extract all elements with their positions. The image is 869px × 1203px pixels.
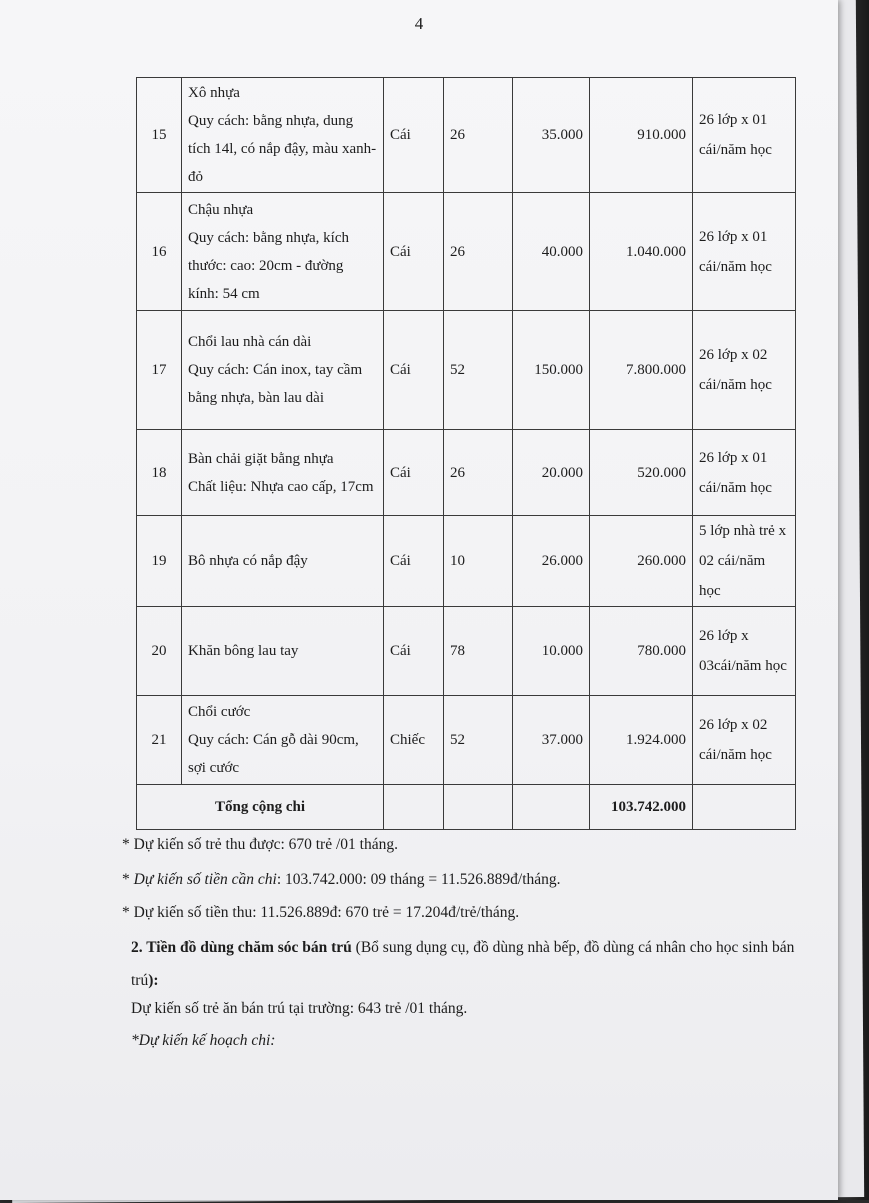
items-table-body (137, 78, 796, 785)
item-spec: Quy cách: bằng nhựa, dung tích 14l, có nắp đậy, màu xanh-đỏ (188, 113, 377, 185)
item-unit-price: 20.000 (513, 430, 590, 516)
table-row (137, 607, 796, 696)
table-row (137, 516, 796, 607)
item-note: 26 lớp x 01 cái/năm học (693, 78, 796, 193)
item-note: 26 lớp x 03cái/năm học (693, 607, 796, 696)
table-row (137, 696, 796, 785)
section2-heading-end: ): (148, 972, 159, 989)
row-number: 19 (137, 516, 182, 607)
item-total: 1.040.000 (590, 193, 693, 311)
item-total: 780.000 (590, 607, 693, 696)
item-unit-price: 37.000 (513, 696, 590, 785)
total-label: Tổng cộng chi (137, 785, 384, 830)
item-unit: Cái (384, 193, 444, 311)
item-name: Bàn chải giặt bằng nhựa (188, 450, 334, 467)
item-note: 26 lớp x 02 cái/năm học (693, 311, 796, 430)
item-spec: Quy cách: Cán inox, tay cầm bằng nhựa, bàn lau dài (188, 362, 363, 406)
section2-heading-bold: 2. Tiền đồ dùng chăm sóc bán trú (131, 939, 352, 956)
item-unit: Cái (384, 78, 444, 193)
item-quantity: 26 (444, 193, 513, 311)
item-quantity: 78 (444, 607, 513, 696)
table-row (137, 430, 796, 516)
row-number: 21 (137, 696, 182, 785)
item-total: 7.800.000 (590, 311, 693, 430)
item-spec: Quy cách: Cán gỗ dài 90cm, sợi cước (188, 732, 359, 776)
row-number: 18 (137, 430, 182, 516)
item-description (182, 607, 384, 696)
row-number: 16 (137, 193, 182, 311)
note-collect: * Dự kiến số tiền thu: 11.526.889đ: 670 trẻ = 17.204đ/trẻ/tháng. (122, 904, 520, 921)
item-description (182, 430, 384, 516)
item-unit-price: 35.000 (513, 78, 590, 193)
item-total: 520.000 (590, 430, 693, 516)
item-name: Bô nhựa có nắp đậy (188, 553, 308, 569)
item-description (182, 311, 384, 430)
item-unit: Cái (384, 516, 444, 607)
note-children-count: * Dự kiến số trẻ thu được: 670 trẻ /01 tháng. (122, 836, 398, 853)
section2-heading-rest: (Bổ sung dụng cụ, đồ dùng nhà bếp, đồ dùng cá nhân cho học sinh bán trú (131, 939, 795, 989)
plan-label: *Dự kiến kế hoạch chi: (131, 1032, 276, 1049)
item-description (182, 516, 384, 607)
item-total: 910.000 (590, 78, 693, 193)
item-unit: Cái (384, 311, 444, 430)
item-unit-price: 150.000 (513, 311, 590, 430)
item-spec: Quy cách: bằng nhựa, kích thước: cao: 20cm - đường kính: 54 cm (188, 229, 349, 302)
item-unit: Cái (384, 607, 444, 696)
total-empty-unit (384, 785, 444, 830)
items-table (136, 77, 796, 830)
table-row (137, 311, 796, 430)
item-name: Chổi cước (188, 704, 251, 720)
item-unit-price: 10.000 (513, 607, 590, 696)
item-quantity: 52 (444, 311, 513, 430)
item-description (182, 193, 384, 311)
table-row (137, 193, 796, 311)
total-amount: 103.742.000 (590, 785, 693, 830)
item-note: 26 lớp x 01 cái/năm học (693, 430, 796, 516)
boarding-count: Dự kiến số trẻ ăn bán trú tại trường: 643 trẻ /01 tháng. (131, 1000, 468, 1017)
total-empty-qty (444, 785, 513, 830)
item-name: Xô nhựa (188, 85, 240, 101)
row-number: 17 (137, 311, 182, 430)
table-row (137, 78, 796, 193)
total-row (137, 785, 796, 830)
item-description (182, 78, 384, 193)
row-number: 20 (137, 607, 182, 696)
item-quantity: 52 (444, 696, 513, 785)
item-note: 26 lớp x 01 cái/năm học (693, 193, 796, 311)
item-quantity: 26 (444, 430, 513, 516)
row-number: 15 (137, 78, 182, 193)
item-note: 26 lớp x 02 cái/năm học (693, 696, 796, 785)
section2-heading (131, 931, 811, 997)
note-spend-label: Dự kiến số tiền cần chi (133, 871, 277, 888)
item-unit-price: 40.000 (513, 193, 590, 311)
item-note: 5 lớp nhà trẻ x 02 cái/năm học (693, 516, 796, 607)
item-unit: Chiếc (384, 696, 444, 785)
item-unit: Cái (384, 430, 444, 516)
item-name: Khăn bông lau tay (188, 643, 299, 659)
total-empty-price (513, 785, 590, 830)
total-empty-note (693, 785, 796, 830)
item-spec: Chất liệu: Nhựa cao cấp, 17cm (188, 478, 374, 495)
item-unit-price: 26.000 (513, 516, 590, 607)
item-total: 1.924.000 (590, 696, 693, 785)
note-spend-value: : 103.742.000: 09 tháng = 11.526.889đ/tháng. (276, 871, 561, 888)
item-name: Chậu nhựa (188, 201, 254, 218)
item-name: Chổi lau nhà cán dài (188, 334, 312, 350)
note-spend (122, 871, 561, 889)
item-quantity: 26 (444, 78, 513, 193)
item-total: 260.000 (590, 516, 693, 607)
page-number: 4 (414, 14, 424, 33)
note-spend-prefix: * (122, 871, 134, 888)
item-quantity: 10 (444, 516, 513, 607)
item-description (182, 696, 384, 785)
